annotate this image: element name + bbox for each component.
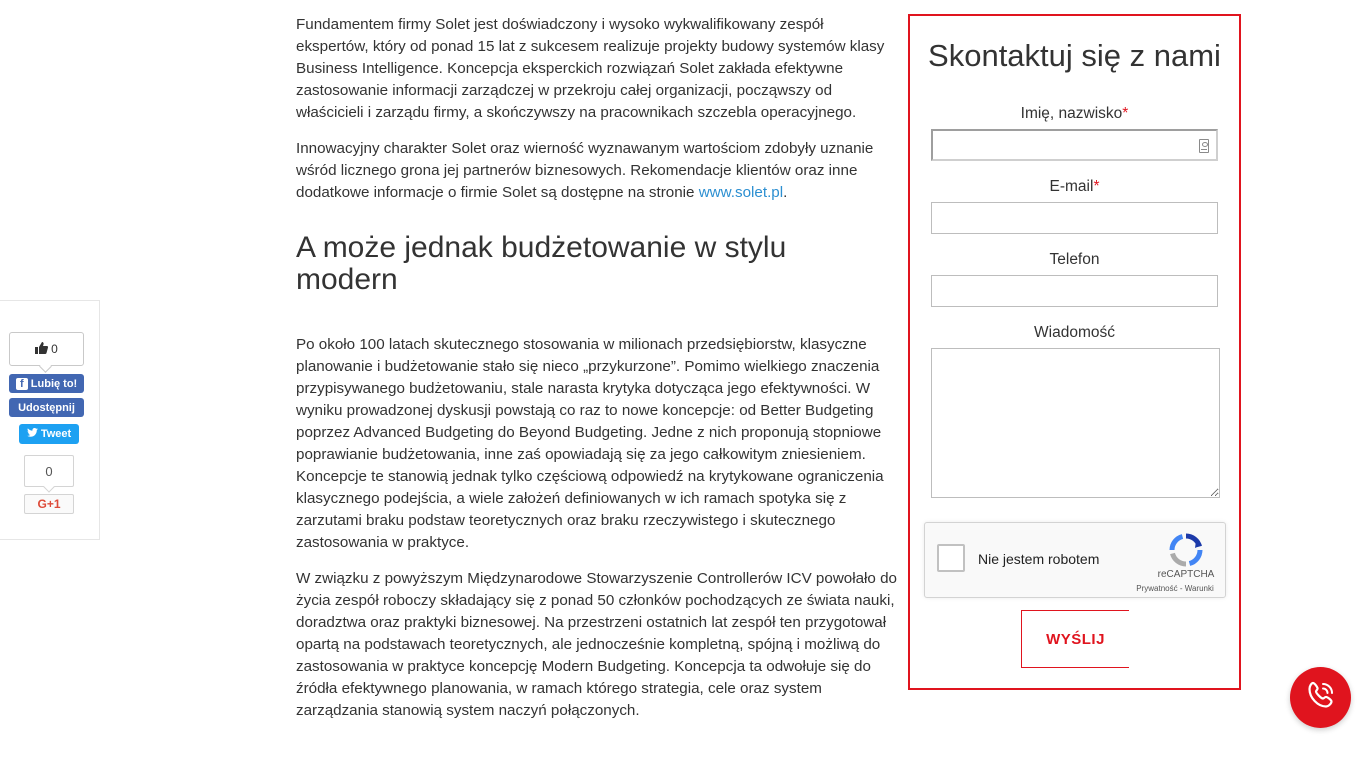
- email-field-label: [910, 178, 1239, 196]
- gplus-count-bubble: [24, 455, 74, 487]
- message-field-label: [910, 324, 1239, 342]
- article-paragraph: Fundamentem firmy Solet jest doświadczony i wysoko wykwalifikowany zespół ekspertów, który od ponad 15 lat z sukcesem realizuje projekty budowy systemów klasy Business Intelligence. Koncepcja eksperckich rozwiązań Solet zakłada efektywne zastosowanie informacji zarządczej w przekroju całej organizacji, począwszy od właścicieli i zarządu firmy, a skończywszy na pracownikach szczebla operacyjnego.: [296, 16, 885, 121]
- contact-form-title: Skontaktuj się z nami: [928, 38, 1221, 73]
- call-button[interactable]: [1290, 667, 1351, 728]
- facebook-share-label: Udostępnij: [18, 401, 75, 414]
- facebook-icon: f: [16, 378, 28, 390]
- name-label-text: Imię, nazwisko: [1020, 105, 1123, 122]
- solet-website-link[interactable]: www.solet.pl: [698, 184, 784, 201]
- facebook-share-button[interactable]: [9, 398, 84, 417]
- recaptcha-checkbox[interactable]: [937, 544, 965, 572]
- section-heading: A może jednak budżetowanie w stylu modern: [296, 231, 787, 296]
- email-field[interactable]: [931, 202, 1218, 234]
- gplus-count-value: 0: [45, 463, 53, 479]
- article-paragraph-end: .: [783, 184, 788, 201]
- required-marker: *: [1122, 105, 1129, 122]
- like-count-value: 0: [51, 342, 58, 356]
- gplus-button[interactable]: [24, 494, 74, 514]
- name-field[interactable]: [931, 129, 1218, 161]
- recaptcha-privacy-terms-links[interactable]: Prywatność - Warunki: [1136, 584, 1214, 593]
- phone-field[interactable]: [931, 275, 1218, 307]
- contact-form: [908, 14, 1241, 690]
- phone-icon: [1304, 678, 1338, 717]
- required-marker: *: [1093, 178, 1100, 195]
- like-count-bubble: [9, 332, 84, 366]
- tweet-button[interactable]: [19, 424, 79, 444]
- tweet-label: Tweet: [40, 428, 72, 440]
- gplus-label: G+1: [37, 497, 61, 511]
- message-label-text: Wiadomość: [1034, 324, 1115, 341]
- submit-button[interactable]: WYŚLIJ: [1021, 610, 1129, 668]
- message-field[interactable]: [931, 348, 1220, 498]
- article-paragraph: W związku z powyższym Międzynarodowe Stowarzyszenie Controllerów ICV powołało do życia zespół roboczy składający się z ponad 50 członków pochodzących ze świata nauki, doradztwa oraz praktyki biznesowej. Na przestrzeni ostatnich lat zespół ten przygotował opartą na podstawach teoretycznych, ale jednocześnie kompletną, spójną i możliwą do zastosowania w praktyce koncepcję Modern Budgeting. Koncepcja ta odwołuje się do źródła efektywnego planowania, w ramach którego strategia, cele oraz system zarządzania stanowią system naczyń połączonych.: [296, 570, 897, 719]
- recaptcha-widget: [924, 522, 1226, 598]
- article-paragraph: [296, 138, 900, 204]
- facebook-like-button[interactable]: [9, 374, 84, 393]
- recaptcha-logo-icon: [1169, 533, 1203, 567]
- facebook-like-label: Lubię to!: [30, 377, 78, 390]
- thumbs-up-icon: [35, 342, 48, 357]
- recaptcha-label: Nie jestem robotem: [978, 551, 1100, 567]
- email-label-text: E-mail: [1049, 178, 1094, 195]
- phone-label-text: Telefon: [1049, 251, 1100, 268]
- social-share-sidebar: [0, 300, 100, 540]
- article-content: [296, 14, 900, 736]
- article-paragraph: Po około 100 latach skutecznego stosowania w milionach przedsiębiorstw, klasyczne planowanie i budżetowanie stało się nieco „przykurzone”. Pomimo wielkiego znaczenia przypisywanego budżetowaniu, stale narasta krytyka dotycząca jego efektywności. W wyniku prowadzonej dyskusji powstają co raz to nowe koncepcje: od Better Budgeting poprzez Advanced Budgeting do Beyond Budgeting. Jedne z nich proponują stopniowe poprawianie budżetowania, inne zaś opowiadają się za jego całkowitym zniesieniem. Koncepcje te stanowią jednak tylko częściową odpowiedź na krytykowane ograniczenia klasycznego podejścia, a wiele założeń definiowanych w ich ramach spotyka się z zarzutami braku podstaw teoretycznych oraz braku rzeczywistego i skutecznego zastosowania w praktyce.: [296, 336, 884, 551]
- article-paragraph-text: Innowacyjny charakter Solet oraz wierność wyznawanym wartościom zdobyły uznanie wśród licznego grona jej partnerów biznesowych. Rekomendacje klientów oraz inne dodatkowe informacje o firmie Solet są dostępne na stronie: [296, 140, 874, 201]
- twitter-bird-icon: [27, 428, 38, 440]
- recaptcha-brand: reCAPTCHA: [1157, 569, 1215, 580]
- name-field-label: [910, 105, 1239, 123]
- phone-field-label: [910, 251, 1239, 269]
- contact-card-icon[interactable]: [1199, 139, 1209, 153]
